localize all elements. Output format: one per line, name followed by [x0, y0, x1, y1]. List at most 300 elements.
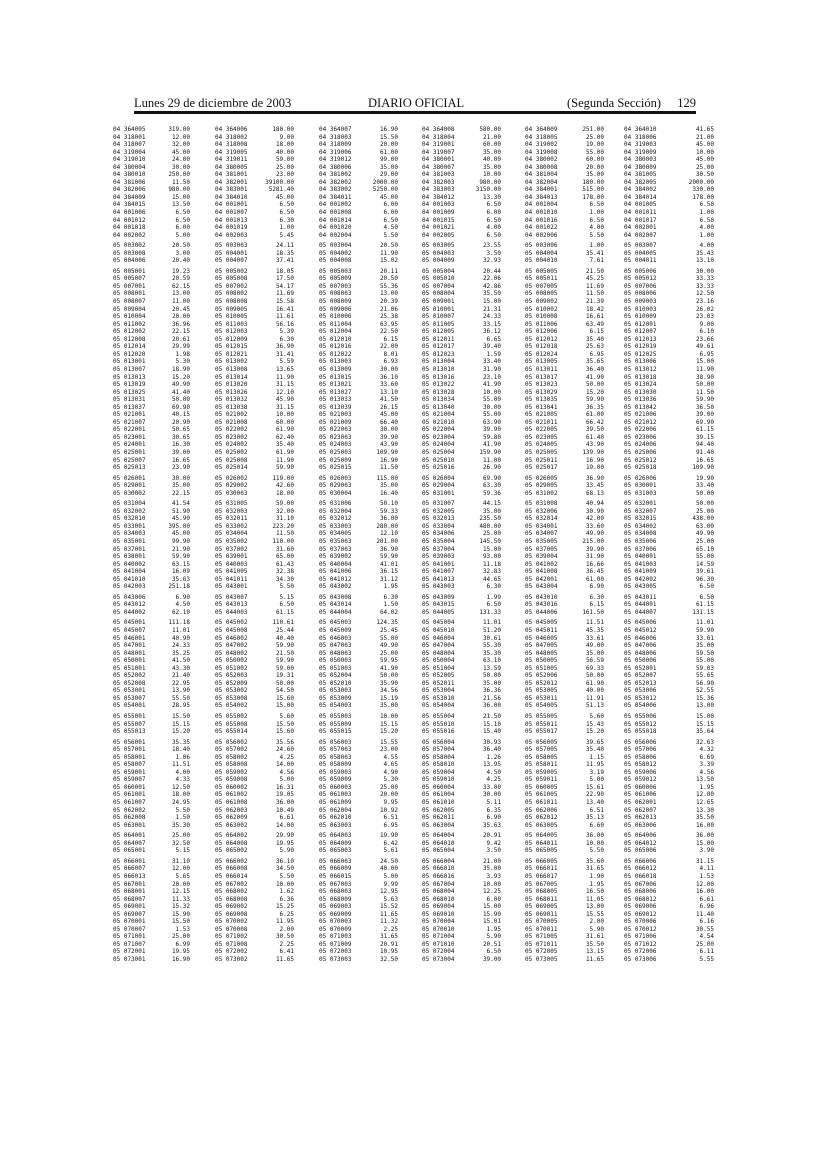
- item-code: 05 043015: [422, 601, 455, 609]
- item-price: 50.00: [275, 679, 294, 687]
- item-code: 05 053003: [319, 687, 352, 695]
- item-price: 61.43: [275, 560, 294, 568]
- item-code: 05 065004: [422, 847, 455, 855]
- table-row: [113, 888, 713, 896]
- item-code: 05 066018: [624, 872, 657, 880]
- item-price: 115.00: [376, 474, 398, 482]
- table-row: [113, 680, 713, 688]
- item-code: 05 013023: [525, 381, 558, 389]
- item-price: 36.12: [482, 328, 501, 336]
- item-code: 05 060005: [525, 783, 558, 791]
- item-price: 11.05: [585, 895, 604, 903]
- item-price: 19.31: [275, 672, 294, 680]
- item-code: 05 068008: [215, 895, 248, 903]
- item-price: 11.50: [585, 290, 604, 298]
- item-code: 05 013017: [525, 373, 558, 381]
- item-price: 32.00: [171, 141, 190, 149]
- item-code: 05 021010: [422, 418, 455, 426]
- item-code: 05 070001: [113, 918, 146, 926]
- item-code: 05 032003: [215, 507, 248, 515]
- item-code: 05 050004: [422, 657, 455, 665]
- item-price: 1.99: [486, 593, 501, 601]
- item-code: 05 045001: [113, 619, 146, 627]
- item-code: 05 042003: [113, 583, 146, 591]
- item-code: 05 063005: [525, 821, 558, 829]
- item-price: 2000.00: [688, 178, 714, 186]
- item-price: 5.90: [486, 933, 501, 941]
- item-code: 05 055017: [525, 728, 558, 736]
- item-price: 6.65: [486, 335, 501, 343]
- item-price: 25.00: [695, 940, 714, 948]
- item-price: 63.10: [482, 657, 501, 665]
- item-price: 35.40: [585, 335, 604, 343]
- item-code: 05 062008: [113, 814, 146, 822]
- item-price: 25.00: [695, 507, 714, 515]
- table-row: [113, 290, 713, 298]
- item-price: 11.50: [275, 530, 294, 538]
- item-price: 13.15: [585, 948, 604, 956]
- item-code: 05 053004: [422, 687, 455, 695]
- item-code: 05 071012: [624, 940, 657, 948]
- item-code: 05 012017: [422, 343, 455, 351]
- item-code: 05 055005: [525, 713, 558, 721]
- item-code: 04 384014: [624, 193, 657, 201]
- item-price: 45.00: [379, 193, 398, 201]
- item-price: 51.90: [171, 507, 190, 515]
- item-code: 05 008001: [113, 290, 146, 298]
- item-price: 980.00: [479, 178, 501, 186]
- item-code: 05 045008: [215, 627, 248, 634]
- item-code: 05 022003: [319, 426, 352, 434]
- item-code: 05 064002: [215, 832, 248, 840]
- item-code: 05 023002: [215, 433, 248, 441]
- item-code: 04 002003: [215, 231, 248, 239]
- item-code: 05 055016: [422, 728, 455, 736]
- item-code: 05 064003: [319, 832, 352, 840]
- header-section: (Segunda Sección): [567, 96, 662, 110]
- item-price: 43.90: [379, 441, 398, 449]
- item-code: 05 062002: [113, 806, 146, 814]
- item-code: 05 005009: [319, 275, 352, 283]
- item-code: 04 384011: [319, 193, 352, 201]
- item-code: 05 031003: [624, 489, 657, 497]
- item-price: 109.90: [692, 464, 714, 472]
- item-price: 40.40: [275, 634, 294, 642]
- table-row: [113, 650, 713, 658]
- item-price: 9.99: [383, 880, 398, 888]
- item-code: 05 042002: [624, 575, 657, 583]
- item-price: 93.00: [482, 553, 501, 561]
- item-code: 05 013037: [113, 403, 146, 411]
- table-row: [113, 134, 713, 142]
- table-row: [113, 500, 713, 508]
- item-price: 59.90: [695, 627, 714, 634]
- item-price: 15.20: [585, 388, 604, 396]
- item-code: 05 070002: [215, 918, 248, 926]
- item-price: 33.40: [482, 358, 501, 366]
- item-code: 05 035004: [422, 537, 455, 545]
- item-price: 22.06: [482, 275, 501, 283]
- item-code: 04 380007: [422, 163, 455, 171]
- item-price: 5.11: [486, 799, 501, 807]
- item-price: 6.50: [486, 601, 501, 609]
- item-code: 04 001004: [525, 201, 558, 209]
- item-price: 6.25: [279, 910, 294, 918]
- item-price: 21.31: [482, 305, 501, 313]
- header-page-number: 129: [677, 96, 696, 110]
- item-price: 21.50: [275, 649, 294, 657]
- item-code: 05 021012: [624, 418, 657, 426]
- item-price: 31.15: [275, 403, 294, 411]
- item-price: 15.02: [379, 257, 398, 265]
- item-price: 6.15: [589, 328, 604, 336]
- item-price: 41.54: [171, 500, 190, 508]
- item-code: 05 050005: [525, 657, 558, 665]
- item-price: 25.45: [379, 627, 398, 634]
- item-code: 05 059007: [113, 776, 146, 784]
- item-price: 42.86: [482, 282, 501, 290]
- item-code: 05 012011: [422, 335, 455, 343]
- item-code: 05 068007: [113, 895, 146, 903]
- item-code: 05 013035: [525, 396, 558, 404]
- item-price: 5.65: [175, 872, 190, 880]
- item-price: 11.32: [379, 918, 398, 926]
- item-code: 04 001001: [215, 201, 248, 209]
- item-price: 5.00: [175, 231, 190, 239]
- item-price: 6.50: [279, 209, 294, 217]
- item-price: 6.50: [486, 216, 501, 224]
- item-code: 05 032013: [422, 515, 455, 523]
- item-code: 04 364006: [215, 126, 248, 133]
- item-code: 05 005004: [422, 267, 455, 275]
- item-price: 24.95: [171, 799, 190, 807]
- item-price: 6.00: [175, 224, 190, 232]
- item-price: 11.69: [585, 282, 604, 290]
- item-price: 3.50: [486, 249, 501, 257]
- item-price: 59.90: [171, 553, 190, 561]
- item-price: 13.00: [171, 290, 190, 298]
- item-price: 30.00: [482, 791, 501, 799]
- item-code: 05 042001: [525, 575, 558, 583]
- item-price: 21.00: [695, 133, 714, 141]
- item-price: 21.00: [482, 133, 501, 141]
- item-code: 05 008008: [215, 298, 248, 306]
- item-code: 04 001016: [525, 216, 558, 224]
- item-code: 05 052006: [525, 672, 558, 680]
- item-price: 15.20: [171, 728, 190, 736]
- item-price: 15.00: [171, 193, 190, 201]
- item-code: 05 071011: [525, 940, 558, 948]
- item-price: 15.20: [379, 728, 398, 736]
- item-code: 05 005010: [422, 275, 455, 283]
- item-price: 59.00: [275, 500, 294, 508]
- item-price: 16.65: [695, 456, 714, 464]
- item-price: 30.50: [275, 933, 294, 941]
- item-price: 59.90: [695, 396, 714, 404]
- item-code: 05 026005: [525, 474, 558, 482]
- item-price: 4.11: [699, 865, 714, 873]
- item-price: 43.90: [585, 441, 604, 449]
- item-code: 05 058012: [624, 761, 657, 769]
- item-code: 04 318005: [525, 133, 558, 141]
- item-code: 05 030002: [113, 489, 146, 497]
- item-code: 05 069007: [113, 910, 146, 918]
- item-code: 05 067004: [422, 880, 455, 888]
- item-code: 05 013001: [113, 358, 146, 366]
- item-price: 13.90: [171, 687, 190, 695]
- item-price: 6.16: [699, 918, 714, 926]
- item-price: 223.20: [272, 522, 294, 530]
- item-price: 5.15: [279, 593, 294, 601]
- item-code: 05 064008: [215, 839, 248, 847]
- item-price: 45.00: [379, 411, 398, 419]
- item-price: 61.15: [695, 601, 714, 609]
- item-price: 145.50: [479, 537, 501, 545]
- item-price: 31.10: [171, 857, 190, 865]
- item-code: 05 048005: [525, 649, 558, 657]
- item-code: 05 040003: [215, 560, 248, 568]
- item-price: 6.50: [383, 216, 398, 224]
- item-price: 41.90: [482, 441, 501, 449]
- item-code: 05 026002: [215, 474, 248, 482]
- item-price: 55.00: [695, 553, 714, 561]
- item-price: 32.50: [171, 839, 190, 847]
- item-price: 50.00: [482, 672, 501, 680]
- item-price: 60.00: [585, 156, 604, 164]
- item-code: 05 058003: [319, 753, 352, 761]
- item-price: 6.42: [383, 839, 398, 847]
- item-price: 35.65: [585, 358, 604, 366]
- item-price: 5.60: [589, 713, 604, 721]
- item-code: 05 010005: [215, 313, 248, 321]
- table-row: [113, 313, 713, 321]
- item-price: 15.58: [275, 298, 294, 306]
- item-price: 119.00: [272, 474, 294, 482]
- item-code: 05 057001: [113, 746, 146, 754]
- item-code: 05 070003: [319, 918, 352, 926]
- item-code: 05 021008: [215, 418, 248, 426]
- item-price: 5.55: [699, 955, 714, 963]
- item-code: 05 008009: [319, 298, 352, 306]
- item-price: 6.00: [486, 209, 501, 217]
- item-code: 05 045007: [113, 627, 146, 634]
- item-code: 05 010007: [422, 313, 455, 321]
- item-code: 05 058010: [422, 761, 455, 769]
- item-code: 05 011006: [525, 320, 558, 328]
- item-price: 26.90: [482, 464, 501, 472]
- item-code: 05 068004: [422, 888, 455, 896]
- item-price: 319.00: [168, 126, 190, 133]
- item-code: 05 013027: [319, 388, 352, 396]
- item-code: 05 034006: [422, 530, 455, 538]
- item-price: 66.42: [585, 418, 604, 426]
- item-price: 59.03: [695, 664, 714, 672]
- item-code: 05 066015: [319, 872, 352, 880]
- item-code: 05 058011: [525, 761, 558, 769]
- item-code: 05 073004: [422, 955, 455, 963]
- item-price: 6.51: [589, 806, 604, 814]
- item-price: 2.25: [279, 940, 294, 948]
- item-code: 05 044004: [319, 608, 352, 616]
- item-code: 04 318002: [215, 133, 248, 141]
- item-price: 15.00: [695, 358, 714, 366]
- item-code: 05 057006: [624, 746, 657, 754]
- table-row: [113, 903, 713, 911]
- item-code: 05 004003: [422, 249, 455, 257]
- item-price: 30.00: [482, 403, 501, 411]
- item-code: 05 024003: [319, 441, 352, 449]
- header-date: Lunes 29 de diciembre de 2003: [134, 96, 292, 110]
- item-price: 13.95: [482, 761, 501, 769]
- item-code: 05 013041: [525, 403, 558, 411]
- item-price: 56.90: [695, 679, 714, 687]
- item-price: 1.06: [175, 753, 190, 761]
- item-code: 05 061010: [422, 799, 455, 807]
- item-price: 3.19: [589, 768, 604, 776]
- item-code: 05 041012: [319, 575, 352, 583]
- item-code: 05 072005: [525, 948, 558, 956]
- table-row: [113, 635, 713, 643]
- item-code: 05 011005: [422, 320, 455, 328]
- table-row: [113, 149, 713, 157]
- item-price: 33.60: [379, 381, 398, 389]
- item-price: 39.90: [379, 433, 398, 441]
- item-code: 05 051003: [319, 664, 352, 672]
- item-price: 60.00: [275, 418, 294, 426]
- item-price: 16.61: [585, 313, 604, 321]
- item-price: 45.25: [585, 275, 604, 283]
- item-code: 05 068001: [113, 888, 146, 896]
- item-code: 05 055011: [525, 720, 558, 728]
- item-code: 04 381002: [319, 171, 352, 179]
- item-price: 11.90: [275, 456, 294, 464]
- item-price: 51.13: [585, 702, 604, 710]
- item-code: 05 059006: [624, 768, 657, 776]
- item-price: 39.00: [482, 955, 501, 963]
- item-price: 4.00: [699, 224, 714, 232]
- table-row: [113, 201, 713, 209]
- item-price: 11.00: [482, 456, 501, 464]
- item-price: 159.90: [479, 448, 501, 456]
- table-row: [113, 404, 713, 412]
- item-price: 1.00: [699, 209, 714, 217]
- item-code: 05 052007: [624, 672, 657, 680]
- item-price: 15.61: [585, 783, 604, 791]
- item-price: 15.00: [482, 545, 501, 553]
- item-price: 11.65: [585, 955, 604, 963]
- item-code: 05 041003: [624, 560, 657, 568]
- item-code: 04 001022: [525, 224, 558, 232]
- item-code: 05 041009: [624, 568, 657, 576]
- item-code: 05 053002: [215, 687, 248, 695]
- item-code: 05 012012: [525, 335, 558, 343]
- item-code: 05 058001: [113, 753, 146, 761]
- item-price: 4.00: [175, 768, 190, 776]
- item-code: 05 023003: [319, 433, 352, 441]
- item-price: 69.33: [585, 664, 604, 672]
- item-price: 40.00: [482, 156, 501, 164]
- item-price: 18.90: [171, 365, 190, 373]
- item-price: 5.00: [589, 776, 604, 784]
- item-code: 05 031005: [215, 500, 248, 508]
- item-code: 05 057004: [422, 746, 455, 754]
- item-price: 15.20: [171, 373, 190, 381]
- item-price: 45.00: [171, 530, 190, 538]
- item-price: 6.50: [486, 231, 501, 239]
- table-row: [113, 822, 713, 830]
- item-price: 110.00: [272, 537, 294, 545]
- item-price: 15.55: [585, 910, 604, 918]
- item-price: 50.00: [585, 381, 604, 389]
- item-code: 05 008003: [319, 290, 352, 298]
- item-code: 05 024004: [422, 441, 455, 449]
- item-price: 60.00: [482, 141, 501, 149]
- item-price: 31.15: [275, 381, 294, 389]
- item-price: 36.10: [275, 857, 294, 865]
- item-price: 45.90: [275, 396, 294, 404]
- item-price: 5.61: [383, 847, 398, 855]
- item-price: 15.90: [482, 910, 501, 918]
- item-code: 05 070006: [624, 918, 657, 926]
- table-row: [113, 186, 713, 194]
- item-code: 05 025006: [624, 448, 657, 456]
- item-price: 22.15: [171, 489, 190, 497]
- item-price: 580.00: [479, 126, 501, 133]
- item-code: 05 007003: [319, 282, 352, 290]
- table-row: [113, 126, 713, 134]
- item-price: 24.00: [171, 156, 190, 164]
- item-code: 05 012014: [113, 343, 146, 351]
- item-price: 55.30: [482, 642, 501, 650]
- item-price: 16.31: [275, 783, 294, 791]
- item-code: 05 013011: [525, 365, 558, 373]
- item-code: 05 064012: [624, 839, 657, 847]
- item-code: 05 011004: [319, 320, 352, 328]
- item-code: 05 035006: [624, 537, 657, 545]
- table-row: [113, 141, 713, 149]
- item-price: 11.61: [275, 313, 294, 321]
- item-price: 4.54: [699, 933, 714, 941]
- item-price: 50.00: [695, 489, 714, 497]
- item-price: 35.00: [585, 171, 604, 179]
- item-price: 395.00: [168, 522, 190, 530]
- item-price: 15.60: [275, 728, 294, 736]
- item-code: 04 002006: [525, 231, 558, 239]
- table-row: [113, 389, 713, 397]
- table-row: [113, 739, 713, 747]
- item-code: 05 010009: [624, 313, 657, 321]
- item-code: 05 062011: [422, 814, 455, 822]
- item-code: 05 061003: [319, 791, 352, 799]
- item-code: 05 007004: [422, 282, 455, 290]
- item-price: 480.00: [479, 522, 501, 530]
- item-price: 6.95: [699, 350, 714, 358]
- item-code: 05 066006: [624, 857, 657, 865]
- item-code: 04 384013: [525, 193, 558, 201]
- item-code: 05 052005: [422, 672, 455, 680]
- item-code: 05 044005: [422, 608, 455, 616]
- item-code: 05 039002: [319, 553, 352, 561]
- item-code: 05 046002: [215, 634, 248, 642]
- item-price: 16.00: [695, 821, 714, 829]
- item-price: 12.50: [171, 783, 190, 791]
- item-code: 05 063006: [624, 821, 657, 829]
- item-price: 35.25: [171, 649, 190, 657]
- table-row: [113, 257, 713, 265]
- table-row: [113, 713, 713, 721]
- item-price: 35.00: [482, 507, 501, 515]
- item-price: 1.00: [589, 209, 604, 217]
